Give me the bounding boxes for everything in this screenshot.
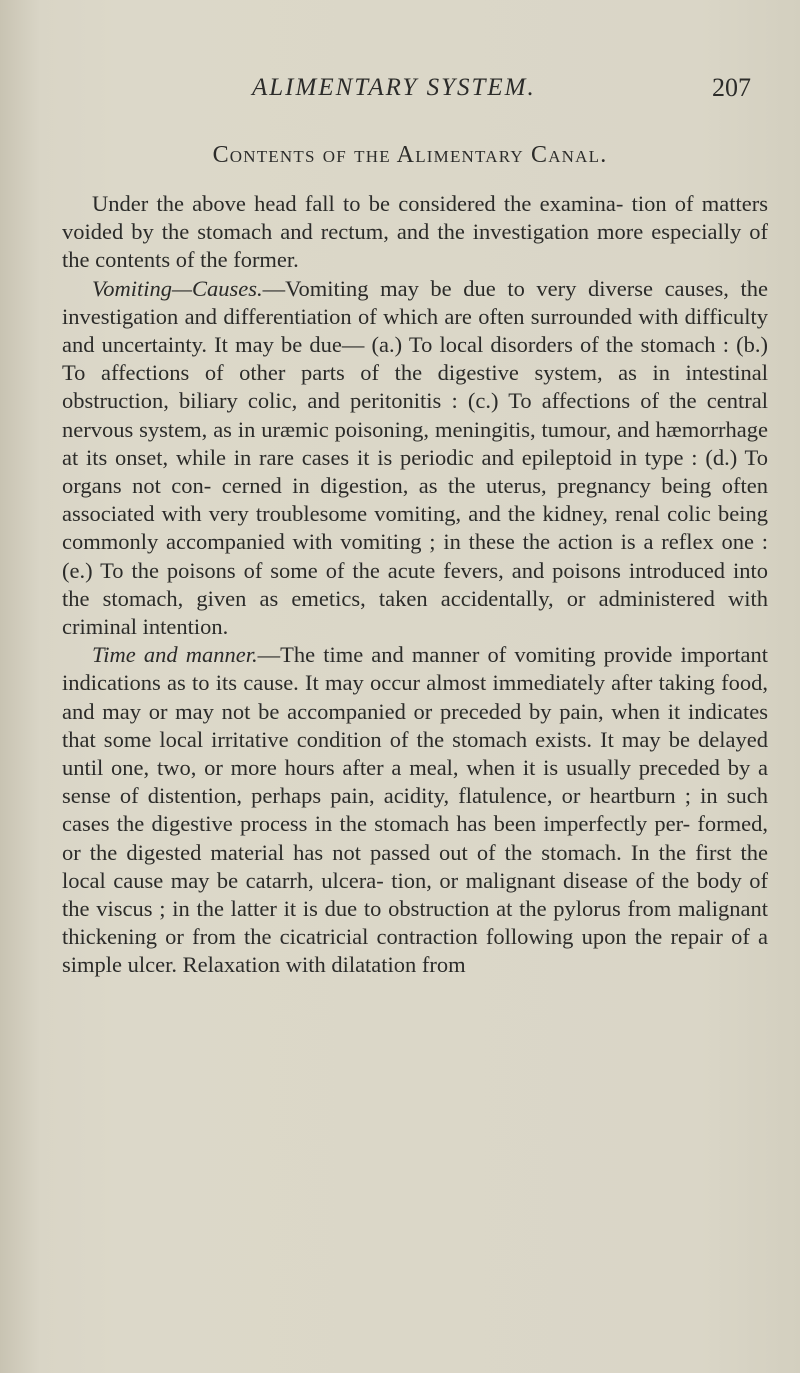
paragraph-run-in: Vomiting—Causes. <box>92 275 263 301</box>
page-header <box>0 74 800 114</box>
paragraph-run-in: Time and manner. <box>92 642 258 668</box>
paragraph-text: —The time and manner of vomiting provide important indications as to its cause. It may occur almost immediately after taking food, and may or may not be accompanied or preceded by pain, when it indicates that some local irritative condition of the stomach exists. It may be delayed until one, two, or more hours after a meal, when it is usually preceded by a sense of distention, perhaps pain, acidity, flatulence, or heartburn ; in such cases the digestive process in the stomach has been imperfectly per- formed, or the digested material has not passed out of the stomach. In the first the local cause may be catarrh, ulcera- tion, or malignant disease of the body of the viscus ; in the latter it is due to obstruction at the pylorus from malignant thickening or from the cicatricial contraction following upon the repair of a simple ulcer. Relaxation with dilatation from <box>62 642 768 978</box>
section-heading: Contents of the Alimentary Canal. <box>212 142 608 168</box>
paragraph-introduction <box>62 190 768 275</box>
paragraph-time-and-manner <box>62 641 768 979</box>
paragraph-text: —Vomiting may be due to very diverse causes, the investigation and differentiation of which are often surrounded with difficulty and uncertainty. It may be due— (a.) To local disorders of the stomach : (b.) To affections of other parts of the digestive system, as in intestinal obstruction, biliary colic, and peritonitis : (c.) To affections of the central nervous system, as in uræmic poisoning, meningitis, tumour, and hæmorrhage at its onset, while in rare cases it is periodic and epileptoid in type : (d.) To organs not con- cerned in digestion, as the uterus, pregnancy being often associated with very troublesome vomiting, and the kidney, renal colic being commonly accompanied with vomiting ; in these the action is a reflex one : (e.) To the poisons of some of the acute fevers, and poisons introduced into the stomach, given as emetics, taken accidentally, or administered with criminal intention. <box>62 275 768 640</box>
running-head: ALIMENTARY SYSTEM. <box>252 74 536 101</box>
body-text <box>62 190 768 980</box>
page-number: 207 <box>712 73 751 102</box>
paragraph-text: Under the above head fall to be considered the examina- tion of matters voided by the stomach and rectum, and the investigation more especially of the contents of the former. <box>62 191 768 273</box>
paragraph-vomiting-causes <box>62 275 768 642</box>
